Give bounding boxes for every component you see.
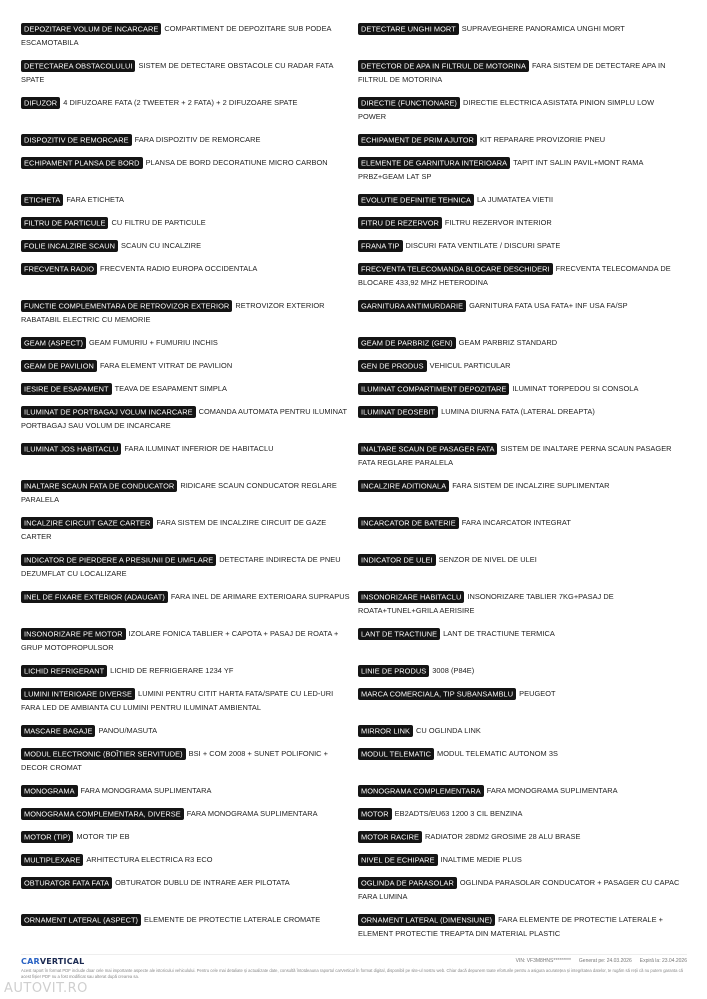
vin-text: VIN: VF3M8HNS********* [515,958,571,964]
spec-item [358,853,689,867]
spec-label: GEAM (ASPECT) [21,337,86,349]
spec-value: RADIATOR 28DM2 GROSIME 28 ALU BRASE [424,832,581,841]
spec-value: SISTEM DE DETECTARE OBSTACOLE CU RADAR FATA SPATE [21,61,334,84]
spec-label: FITRU DE REZERVOR [358,217,442,229]
spec-label: IESIRE DE ESAPAMENT [21,383,112,395]
spec-item [358,590,689,618]
spec-label: MOTOR [358,808,392,820]
spec-value: GEAM PARBRIZ STANDARD [458,338,558,347]
spec-label: INDICATOR DE PIERDERE A PRESIUNII DE UMFLARE [21,554,216,566]
spec-value: FARA ELEMENT VITRAT DE PAVILION [99,361,233,370]
spec-label: GARNITURA ANTIMURDARIE [358,300,466,312]
spec-item [21,336,358,350]
spec-item [21,687,358,715]
spec-item [358,359,689,373]
spec-item [21,239,358,253]
spec-item [358,336,689,350]
spec-label: MULTIPLEXARE [21,854,83,866]
spec-value: FARA ETICHETA [66,195,124,204]
spec-label: INCARCATOR DE BATERIE [358,517,459,529]
spec-value: SISTEM DE INALTARE PERNA SCAUN PASAGER FATA REGLARE PARALELA [358,444,672,467]
spec-value: IZOLARE FONICA TABLIER + CAPOTA + PASAJ DE ROATA + GRUP MOTOPROPULSOR [21,629,339,652]
spec-label: DEPOZITARE VOLUM DE INCARCARE [21,23,161,35]
spec-item [358,442,689,470]
spec-item [21,830,358,844]
spec-value: FARA SISTEM DE INCALZIRE CIRCUIT DE GAZE CARTER [21,518,327,541]
spec-value: FARA DISPOZITIV DE REMORCARE [134,135,261,144]
spec-value: OBTURATOR DUBLU DE INTRARE AER PILOTATA [115,878,290,887]
spec-value: FARA ILUMINAT INFERIOR DE HABITACLU [124,444,274,453]
spec-value: FARA INEL DE ARIMARE EXTERIOARA SUPRAPUS [170,592,350,601]
spec-label: INCALZIRE ADITIONALA [358,480,449,492]
spec-item [358,239,689,253]
spec-item [358,96,689,124]
spec-label: GEN DE PRODUS [358,360,427,372]
spec-label: FUNCTIE COMPLEMENTARA DE RETROVIZOR EXTERIOR [21,300,232,312]
spec-label: GEAM DE PAVILION [21,360,97,372]
spec-value: BSI + COM 2008 + SUNET POLIFONIC + DECOR CROMAT [21,749,329,772]
spec-value: FARA MONOGRAMA SUPLIMENTARA [80,786,212,795]
spec-item [358,807,689,821]
spec-label: FRECVENTA TELECOMANDA BLOCARE DESCHIDERI [358,263,553,275]
spec-item [21,442,358,470]
spec-label: LANT DE TRACTIUNE [358,628,440,640]
spec-label: INALTARE SCAUN DE PASAGER FATA [358,443,497,455]
spec-label: MASCARE BAGAJE [21,725,95,737]
spec-item [21,193,358,207]
spec-value: ARHITECTURA ELECTRICA R3 ECO [86,855,213,864]
spec-value: LA JUMATATEA VIETII [477,195,554,204]
spec-label: MIRROR LINK [358,725,413,737]
spec-label: INDICATOR DE ULEI [358,554,436,566]
spec-item [21,876,358,904]
spec-label: DETECTARE UNGHI MORT [358,23,459,35]
spec-value: SCAUN CU INCALZIRE [121,241,202,250]
spec-label: LUMINI INTERIOARE DIVERSE [21,688,135,700]
spec-label: ORNAMENT LATERAL (DIMENSIUNE) [358,914,495,926]
spec-item [21,382,358,396]
spec-item [21,516,358,544]
spec-item [21,59,358,87]
spec-value: PEUGEOT [519,689,556,698]
spec-item [358,516,689,544]
spec-item [21,853,358,867]
spec-label: MONOGRAMA COMPLEMENTARA [358,785,484,797]
spec-item [358,382,689,396]
spec-item [358,830,689,844]
spec-label: EVOLUTIE DEFINITIE TEHNICA [358,194,474,206]
spec-item [21,22,358,50]
spec-value: 3008 (P84E) [432,666,475,675]
spec-value: SENZOR DE NIVEL DE ULEI [438,555,537,564]
spec-label: FILTRU DE PARTICULE [21,217,108,229]
spec-item [358,133,689,147]
spec-label: DIRECTIE (FUNCTIONARE) [358,97,460,109]
spec-value: LANT DE TRACTIUNE TERMICA [443,629,555,638]
spec-label: ELEMENTE DE GARNITURA INTERIOARA [358,157,510,169]
spec-value: MOTOR TIP EB [76,832,130,841]
spec-value: DISCURI FATA VENTILATE / DISCURI SPATE [405,241,561,250]
spec-value: FARA MONOGRAMA SUPLIMENTARA [186,809,318,818]
spec-label: NIVEL DE ECHIPARE [358,854,438,866]
spec-label: DISPOZITIV DE REMORCARE [21,134,132,146]
spec-item [21,664,358,678]
spec-value: TAPIT INT SALIN PAVIL+MONT RAMA PRBZ+GEAM LAT SP [358,158,644,181]
spec-value: FARA ELEMENTE DE PROTECTIE LATERALE + ELEMENT PROTECTIE TREAPTA DIN MATERIAL PLASTIC [358,915,664,938]
equipment-grid [21,22,689,950]
spec-value: CU OGLINDA LINK [416,726,481,735]
spec-item [21,359,358,373]
spec-item [358,784,689,798]
spec-value: FARA MONOGRAMA SUPLIMENTARA [486,786,618,795]
spec-item [358,687,689,715]
spec-value: FARA SISTEM DE INCALZIRE SUPLIMENTAR [452,481,610,490]
spec-value: RIDICARE SCAUN CONDUCATOR REGLARE PARALELA [21,481,337,504]
spec-value: INALTIME MEDIE PLUS [440,855,522,864]
spec-value: GEAM FUMURIU + FUMURIU INCHIS [88,338,218,347]
spec-value: ELEMENTE DE PROTECTIE LATERALE CROMATE [144,915,321,924]
spec-label: ECHIPAMENT DE PRIM AJUTOR [358,134,477,146]
spec-label: INEL DE FIXARE EXTERIOR (ADAUGAT) [21,591,168,603]
spec-item [358,193,689,207]
spec-item [358,216,689,230]
spec-label: FRANA TIP [358,240,403,252]
report-footer [21,954,687,980]
spec-item [358,156,689,184]
spec-label: FRECVENTA RADIO [21,263,97,275]
spec-label: MODUL TELEMATIC [358,748,434,760]
spec-value: OGLINDA PARASOLAR CONDUCATOR + PASAGER CU CAPAC FARA LUMINA [358,878,680,901]
spec-label: LINIE DE PRODUS [358,665,429,677]
report-meta [516,958,687,964]
spec-value: COMPARTIMENT DE DEPOZITARE SUB PODEA ESCAMOTABILA [21,24,332,47]
spec-label: INSONORIZARE HABITACLU [358,591,464,603]
spec-item [358,299,689,327]
spec-value: DETECTARE INDIRECTA DE PNEU DEZUMFLAT CU LOCALIZARE [21,555,341,578]
spec-value: FILTRU REZERVOR INTERIOR [444,218,552,227]
spec-label: DETECTOR DE APA IN FILTRUL DE MOTORINA [358,60,529,72]
spec-label: FOLIE INCALZIRE SCAUN [21,240,118,252]
spec-value: FRECVENTA TELECOMANDA DE BLOCARE 433,92 MHZ HETERODINA [358,264,671,287]
spec-label: ILUMINAT COMPARTIMENT DEPOZITARE [358,383,509,395]
disclaimer-text: Acest raport în format PDF include doar cele mai importante aspecte ale istoricului vehiculului. Pentru cele mai detaliate și actualizate date, consultă întotdeauna raportul carVertical în format digital, disponibil pe site-ul nostru web. Chiar dacă depunem toate eforturile pentru a asigura acuratețea și integritatea datelor, te rugăm să reții că nu putem garanta că acest fișier PDF nu a fost modificat sau alterat după crearea sa. [21,968,683,979]
spec-label: MOTOR (TIP) [21,831,73,843]
brand-part-b: VERTICAL [39,957,85,966]
spec-label: DIFUZOR [21,97,60,109]
expiry-date: Expiră la: 23.04.2026 [639,958,687,964]
spec-item [21,96,358,124]
spec-label: MOTOR RACIRE [358,831,422,843]
spec-value: DIRECTIE ELECTRICA ASISTATA PINION SIMPLU LOW POWER [358,98,655,121]
spec-item [21,479,358,507]
spec-value: LUMINI PENTRU CITIT HARTA FATA/SPATE CU LED-URI FARA LED DE AMBIANTA CU LUMINI PENTRU ILUMINAT AMBIENTAL [21,689,334,712]
spec-value: CU FILTRU DE PARTICULE [111,218,206,227]
spec-value: GARNITURA FATA USA FATA+ INF USA FA/SP [469,301,628,310]
spec-label: ECHIPAMENT PLANSA DE BORD [21,157,143,169]
spec-value: FRECVENTA RADIO EUROPA OCCIDENTALA [100,264,258,273]
generated-date: Generat pe: 24.03.2026 [578,958,632,964]
spec-item [358,876,689,904]
spec-item [358,22,689,50]
spec-value: COMANDA AUTOMATA PENTRU ILUMINAT PORTBAGAJ SAU VOLUM DE INCARCARE [21,407,347,430]
spec-value: SUPRAVEGHERE PANORAMICA UNGHI MORT [461,24,625,33]
spec-value: VEHICUL PARTICULAR [429,361,511,370]
spec-label: OBTURATOR FATA FATA [21,877,112,889]
spec-value: FARA SISTEM DE DETECTARE APA IN FILTRUL DE MOTORINA [358,61,666,84]
spec-value: EB2ADTS/EU63 1200 3 CIL BENZINA [394,809,523,818]
spec-item [21,262,358,290]
spec-item [21,133,358,147]
spec-item [358,553,689,581]
spec-value: PANOU/MASUTA [98,726,158,735]
spec-label: INCALZIRE CIRCUIT GAZE CARTER [21,517,153,529]
spec-item [358,627,689,655]
spec-label: ILUMINAT DE PORTBAGAJ VOLUM INCARCARE [21,406,196,418]
spec-item [358,724,689,738]
spec-label: GEAM DE PARBRIZ (GEN) [358,337,456,349]
spec-label: DETECTAREA OBSTACOLULUI [21,60,135,72]
spec-item [358,913,689,941]
spec-label: MARCA COMERCIALA, TIP SUBANSAMBLU [358,688,516,700]
spec-label: ORNAMENT LATERAL (ASPECT) [21,914,141,926]
spec-item [358,479,689,507]
spec-value: MODUL TELEMATIC AUTONOM 3S [437,749,558,758]
spec-item [21,807,358,821]
spec-item [358,747,689,775]
spec-value: 4 DIFUZOARE FATA (2 TWEETER + 2 FATA) + 2 DIFUZOARE SPATE [63,98,298,107]
spec-label: LICHID REFRIGERANT [21,665,107,677]
spec-value: FARA INCARCATOR INTEGRAT [461,518,571,527]
spec-value: INSONORIZARE TABLIER 7KG+PASAJ DE ROATA+TUNEL+GRILA AERISIRE [358,592,614,615]
watermark: AUTOVIT.RO [4,981,88,996]
spec-item [21,299,358,327]
spec-label: INALTARE SCAUN FATA DE CONDUCATOR [21,480,177,492]
spec-item [358,262,689,290]
spec-item [21,747,358,775]
spec-item [21,724,358,738]
spec-item [21,784,358,798]
spec-item [358,405,689,433]
spec-value: LUMINA DIURNA FATA (LATERAL DREAPTA) [441,407,595,416]
spec-item [21,405,358,433]
spec-value: TEAVA DE ESAPAMENT SIMPLA [114,384,228,393]
spec-label: MONOGRAMA COMPLEMENTARA, DIVERSE [21,808,184,820]
spec-label: OGLINDA DE PARASOLAR [358,877,457,889]
spec-item [358,59,689,87]
spec-value: ILUMINAT TORPEDOU SI CONSOLA [512,384,639,393]
spec-item [21,553,358,581]
spec-item [21,156,358,184]
spec-value: RETROVIZOR EXTERIOR RABATABIL ELECTRIC CU MEMORIE [21,301,325,324]
spec-value: LICHID DE REFRIGERARE 1234 YF [110,666,234,675]
spec-label: MONOGRAMA [21,785,78,797]
spec-label: INSONORIZARE PE MOTOR [21,628,126,640]
spec-label: ETICHETA [21,194,63,206]
spec-item [21,627,358,655]
spec-value: PLANSA DE BORD DECORATIUNE MICRO CARBON [145,158,328,167]
spec-label: ILUMINAT JOS HABITACLU [21,443,121,455]
spec-label: ILUMINAT DEOSEBIT [358,406,438,418]
spec-item [21,216,358,230]
spec-item [358,664,689,678]
spec-item [21,913,358,941]
spec-value: KIT REPARARE PROVIZORIE PNEU [479,135,606,144]
spec-label: MODUL ELECTRONIC (BOÎTIER SERVITUDE) [21,748,186,760]
spec-item [21,590,358,618]
brand-part-a: CAR [21,957,40,966]
